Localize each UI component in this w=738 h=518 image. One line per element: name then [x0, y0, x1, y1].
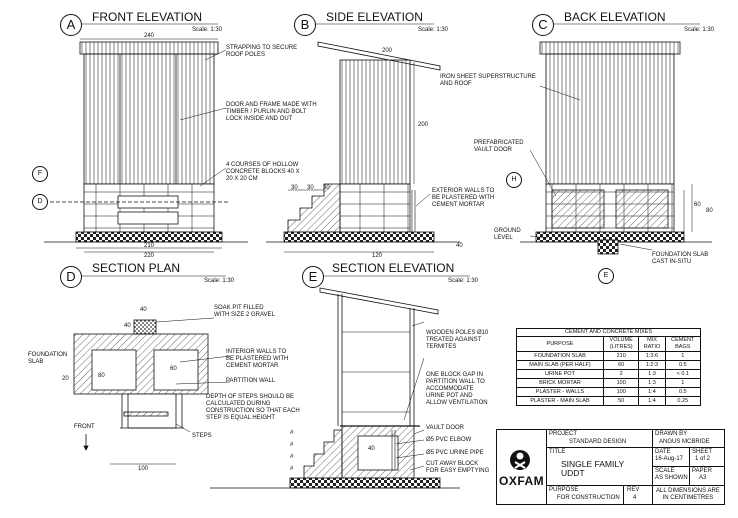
note-steps: STEPS — [192, 433, 212, 439]
scale-value: AS SHOWN — [655, 475, 688, 481]
note-pvc-urine-pipe: Ø5 PVC URINE PIPE — [426, 450, 484, 456]
mixes-header: VOLUME (LITRES) — [603, 337, 638, 352]
table-cell: 1 — [665, 352, 700, 361]
section-plan-scale: Scale: 1:30 — [204, 278, 235, 284]
table-cell: 1:3 — [639, 370, 665, 379]
view-marker-e: E — [302, 266, 324, 288]
scale-label: SCALE — [655, 468, 675, 474]
detail-marker-f: F — [32, 166, 48, 182]
table-cell: 1:4 — [639, 397, 665, 406]
side-dim-base: 120 — [372, 253, 383, 259]
table-cell: 0.25 — [665, 397, 700, 406]
front-dim-bottom-inner: 210 — [144, 243, 155, 249]
table-cell: 2 — [603, 370, 638, 379]
note-door: DOOR AND FRAME MADE WITH TIMBER / PURLIN AND BOLT LOCK INSIDE AND OUT — [226, 102, 317, 122]
front-elevation-scale: Scale: 1:30 — [192, 27, 223, 33]
plan-dim-40-top: 40 — [140, 307, 147, 313]
note-blocks: 4 COURSES OF HOLLOW CONCRETE BLOCKS 40 X 20 X 20 CM — [226, 162, 300, 182]
side-dim-step1: 30 — [291, 185, 298, 191]
view-marker-c: C — [532, 14, 554, 36]
plan-dim-80: 80 — [98, 373, 105, 379]
note-interior-walls: INTERIOR WALLS TO BE PLASTERED WITH CEMENT MORTAR — [226, 349, 289, 369]
purpose-label: PURPOSE — [549, 487, 579, 493]
hash-mark-4: # — [290, 466, 294, 472]
side-dim-side: 40 — [456, 243, 463, 249]
section-marker-e: E — [598, 268, 614, 284]
table-row — [517, 352, 701, 361]
hash-mark-1: # — [290, 430, 294, 436]
front-elevation-drawing — [44, 39, 248, 252]
cement-mixes-table — [516, 328, 701, 406]
table-cell: 1:2:3 — [639, 361, 665, 370]
front-elevation-title: FRONT ELEVATION — [92, 10, 203, 24]
table-row — [517, 370, 701, 379]
table-cell: 60 — [603, 361, 638, 370]
back-dim-60: 60 — [694, 202, 701, 208]
plan-front-label: FRONT — [74, 424, 95, 430]
section-elevation-title: SECTION ELEVATION — [332, 261, 455, 275]
note-wooden-poles: WOODEN POLES Ø10 TREATED AGAINST TERMITES — [426, 330, 489, 350]
view-marker-a: A — [60, 14, 82, 36]
detail-marker-h: H — [506, 172, 522, 188]
table-cell: 50 — [603, 397, 638, 406]
back-elevation-title: BACK ELEVATION — [564, 10, 666, 24]
table-cell: MAIN SLAB (PER HALF) — [517, 361, 604, 370]
sheet-value: 1 of 2 — [695, 456, 711, 462]
date-label: DATE — [655, 449, 671, 455]
sheet-label: SHEET — [692, 449, 713, 455]
back-dim-80: 80 — [706, 208, 713, 214]
table-cell: PLASTER - WALLS — [517, 388, 604, 397]
drawn-by-label: DRAWN BY — [655, 431, 688, 437]
side-elevation-title: SIDE ELEVATION — [326, 10, 423, 24]
rev-value: 4 — [633, 495, 637, 501]
back-elevation-drawing — [520, 42, 712, 254]
drawn-by-value: ANGUS MCBRIDE — [659, 439, 710, 445]
table-cell: 0.5 — [665, 361, 700, 370]
hash-mark-2: # — [290, 442, 294, 448]
side-dim-step2: 30 — [307, 185, 314, 191]
note-foundation-slab: FOUNDATION SLAB — [28, 352, 68, 365]
side-dim-height: 200 — [418, 122, 429, 128]
project-value: STANDARD DESIGN — [569, 439, 627, 445]
section-dim-40: 40 — [368, 446, 375, 452]
mixes-header: PURPOSE — [517, 337, 604, 352]
side-elevation-drawing — [266, 42, 460, 252]
note-foundation-slab-cast: FOUNDATION SLAB CAST IN-SITU — [652, 252, 709, 265]
front-dim-bottom-outer: 220 — [144, 253, 155, 259]
table-cell: 0.5 — [665, 388, 700, 397]
front-dim-top: 240 — [144, 33, 155, 39]
view-marker-b: B — [294, 14, 316, 36]
note-section-vault-door: VAULT DOOR — [426, 425, 465, 431]
note-one-block-gap: ONE BLOCK GAP IN PARTITION WALL TO ACCOMMODATE URINE POT AND ALLOW VENTILATION — [426, 372, 488, 406]
note-cut-away-block: CUT AWAY BLOCK FOR EASY EMPTYING — [426, 461, 490, 474]
table-cell: BRICK MORTAR — [517, 379, 604, 388]
plan-dim-20: 20 — [62, 376, 69, 382]
side-dim-roof: 200 — [382, 48, 393, 54]
note-pvc-elbow: Ø5 PVC ELBOW — [426, 437, 472, 443]
mixes-header: CEMENT BAGS — [665, 337, 700, 352]
table-row — [517, 361, 701, 370]
title-label: TITLE — [549, 449, 566, 455]
table-cell: 1:3 — [639, 379, 665, 388]
plan-dim-40-side: 40 — [124, 323, 131, 329]
section-plan-title: SECTION PLAN — [92, 261, 181, 275]
table-cell: 1:4 — [639, 388, 665, 397]
paper-value: A3 — [699, 475, 707, 481]
mixes-table-title: CEMENT AND CONCRETE MIXES — [517, 329, 701, 337]
paper-label: PAPER — [692, 468, 712, 474]
note-exterior-walls: EXTERIOR WALLS TO BE PLASTERED WITH CEMENT MORTAR — [432, 188, 495, 208]
dimensions-note: ALL DIMENSIONS ARE IN CENTIMETRES — [656, 488, 720, 501]
plan-dim-60: 60 — [170, 366, 177, 372]
section-elevation-scale: Scale: 1:30 — [448, 278, 479, 284]
note-partition-wall: PARTITION WALL — [226, 378, 276, 384]
table-cell: < 0.1 — [665, 370, 700, 379]
table-cell: 210 — [603, 352, 638, 361]
hash-mark-3: # — [290, 454, 294, 460]
note-vault-door: PREFABRICATED VAULT DOOR — [474, 140, 524, 153]
table-cell: FOUNDATION SLAB — [517, 352, 604, 361]
table-row — [517, 388, 701, 397]
date-value: 16-Aug-17 — [655, 456, 684, 462]
title-block — [496, 429, 725, 505]
section-marker-d: D — [32, 194, 48, 210]
rev-label: REV — [627, 487, 640, 493]
plan-dim-100: 100 — [138, 466, 149, 472]
note-depth-of-steps: DEPTH OF STEPS SHOULD BE CALCULATED DURING CONSTRUCTION SO THAT EACH STEP IS EQUAL HEIGHT — [206, 394, 300, 421]
side-dim-step3: 30 — [323, 185, 330, 191]
view-marker-d: D — [60, 266, 82, 288]
purpose-value: FOR CONSTRUCTION — [557, 495, 620, 501]
drawing-title-value: SINGLE FAMILY UDDT — [561, 459, 625, 478]
table-cell: 100 — [603, 379, 638, 388]
table-cell: 1:3:6 — [639, 352, 665, 361]
note-strapping: STRAPPING TO SECURE ROOF POLES — [226, 45, 298, 58]
note-soak-pit: SOAK PIT FILLED WITH SIZE 2 GRAVEL — [214, 305, 275, 318]
table-cell: 100 — [603, 388, 638, 397]
table-row — [517, 379, 701, 388]
oxfam-logo-text: OXFAM — [499, 474, 545, 488]
mixes-header: MIX RATIO — [639, 337, 665, 352]
table-row — [517, 397, 701, 406]
table-cell: URINE POT — [517, 370, 604, 379]
table-cell: PLASTER - MAIN SLAB — [517, 397, 604, 406]
project-label: PROJECT — [549, 431, 578, 437]
note-iron-sheet: IRON SHEET SUPERSTRUCTURE AND ROOF — [440, 74, 536, 87]
table-cell: 1 — [665, 379, 700, 388]
back-elevation-scale: Scale: 1:30 — [684, 27, 715, 33]
section-plan-drawing — [74, 318, 230, 464]
note-ground-level: GROUND LEVEL — [494, 228, 521, 241]
side-elevation-scale: Scale: 1:30 — [418, 27, 449, 33]
